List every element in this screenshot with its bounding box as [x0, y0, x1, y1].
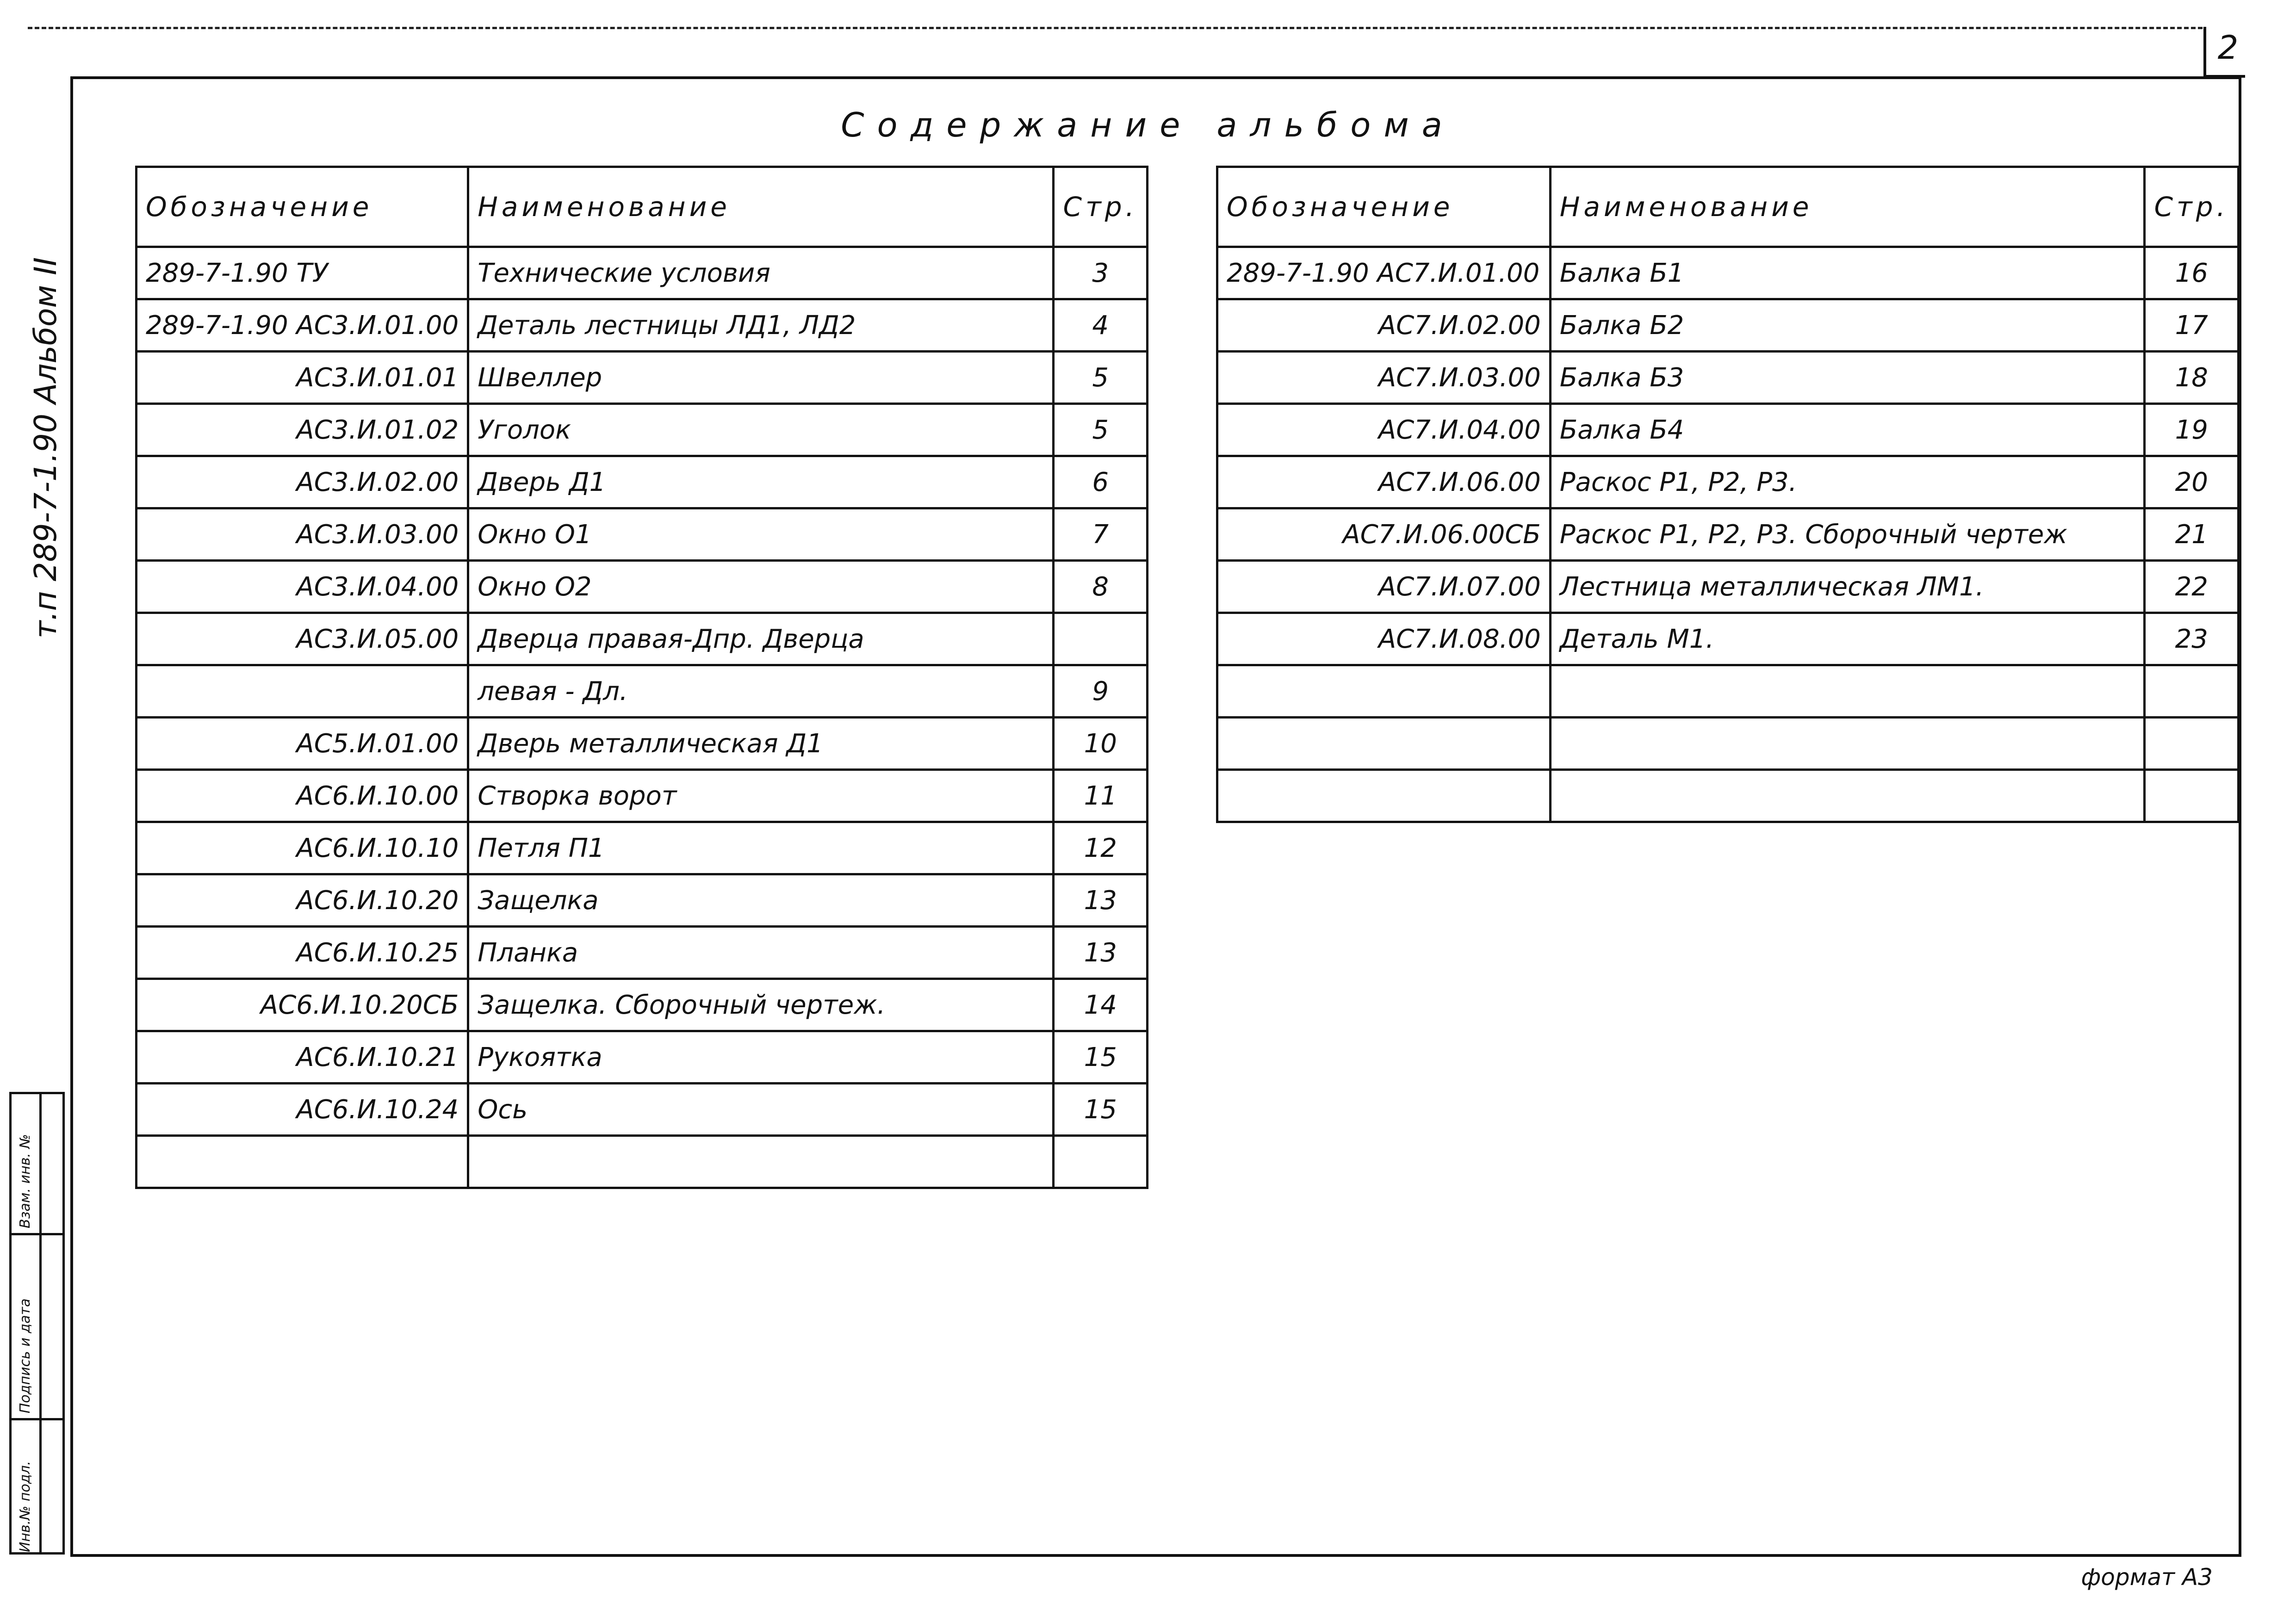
row-page: 19: [2145, 404, 2239, 456]
row-page: 15: [1054, 1031, 1148, 1084]
row-page: 18: [2145, 352, 2239, 404]
row-page: [2145, 718, 2239, 770]
format-label: формат А3: [2081, 1564, 2213, 1591]
row-code: АС3.И.01.01: [137, 352, 468, 404]
row-name: Дверца правая-Дпр. Дверца: [468, 613, 1054, 665]
row-page: [1054, 1136, 1148, 1188]
vertical-document-code: т.п 289-7-1.90 Альбом II: [28, 257, 63, 638]
table-row: [137, 613, 1148, 665]
table-row: [137, 1084, 1148, 1136]
row-code: АС3.И.03.00: [137, 508, 468, 561]
header-page: Стр.: [2145, 167, 2239, 247]
row-page: 6: [1054, 456, 1148, 508]
contents-table-left: [135, 166, 1148, 1189]
table-row: [137, 665, 1148, 718]
row-name: [468, 1136, 1054, 1188]
row-name: Балка Б3: [1550, 352, 2145, 404]
row-code: АС3.И.01.02: [137, 404, 468, 456]
row-page: [2145, 665, 2239, 718]
table-row: [1217, 247, 2239, 299]
table-row: [1217, 352, 2239, 404]
header-code: Обозначение: [1217, 167, 1551, 247]
table-row: [137, 1031, 1148, 1084]
table-row: [137, 352, 1148, 404]
row-page: 11: [1054, 770, 1148, 822]
row-page: 7: [1054, 508, 1148, 561]
row-code: АС6.И.10.25: [137, 927, 468, 979]
row-page: 5: [1054, 352, 1148, 404]
row-code: [1217, 665, 1551, 718]
row-name: Лестница металлическая ЛМ1.: [1550, 561, 2145, 613]
row-name: Деталь М1.: [1550, 613, 2145, 665]
table-row: [1217, 299, 2239, 352]
table-row: [137, 874, 1148, 927]
table-row: [137, 979, 1148, 1031]
row-code: АС7.И.06.00СБ: [1217, 508, 1551, 561]
row-name: [1550, 770, 2145, 822]
table-row: [137, 822, 1148, 874]
row-page: 5: [1054, 404, 1148, 456]
row-name: Окно О1: [468, 508, 1054, 561]
row-page: 8: [1054, 561, 1148, 613]
table-header-row: [137, 167, 1148, 247]
row-code: АС7.И.03.00: [1217, 352, 1551, 404]
row-page: [1054, 613, 1148, 665]
row-name: Защелка: [468, 874, 1054, 927]
table-row: [137, 247, 1148, 299]
row-name: Уголок: [468, 404, 1054, 456]
stamp-vertical-divider: [39, 1094, 42, 1552]
header-code: Обозначение: [137, 167, 468, 247]
table-row: [137, 299, 1148, 352]
table-row: [1217, 508, 2239, 561]
top-dashed-line: [28, 27, 2203, 29]
table-row: [1217, 456, 2239, 508]
row-name: левая - Дл.: [468, 665, 1054, 718]
row-page: 12: [1054, 822, 1148, 874]
row-code: АС6.И.10.00: [137, 770, 468, 822]
stamp-inv-label: Инв.№ подл.: [17, 1461, 33, 1552]
table-row: [1217, 665, 2239, 718]
row-code: АС7.И.06.00: [1217, 456, 1551, 508]
stamp-sign-label: Подпись и дата: [17, 1298, 33, 1413]
page-number: 2: [2217, 29, 2239, 67]
row-name: Окно О2: [468, 561, 1054, 613]
row-name: Планка: [468, 927, 1054, 979]
row-name: Технические условия: [468, 247, 1054, 299]
row-name: Рукоятка: [468, 1031, 1054, 1084]
row-code: АС3.И.02.00: [137, 456, 468, 508]
stamp-replace-label: Взам. инв. №: [17, 1134, 33, 1228]
row-code: АС7.И.04.00: [1217, 404, 1551, 456]
row-page: [2145, 770, 2239, 822]
table-row: [1217, 404, 2239, 456]
row-code: 289-7-1.90 АС3.И.01.00: [137, 299, 468, 352]
row-page: 9: [1054, 665, 1148, 718]
row-name: Балка Б1: [1550, 247, 2145, 299]
row-code: АС6.И.10.10: [137, 822, 468, 874]
stamp-divider: [12, 1233, 62, 1235]
row-code: АС6.И.10.20СБ: [137, 979, 468, 1031]
row-page: 20: [2145, 456, 2239, 508]
row-name: Раскос Р1, Р2, Р3.: [1550, 456, 2145, 508]
table-row: [1217, 561, 2239, 613]
table-row: [1217, 718, 2239, 770]
row-code: АС3.И.04.00: [137, 561, 468, 613]
row-name: Петля П1: [468, 822, 1054, 874]
table-row: [137, 770, 1148, 822]
table-header-row: [1217, 167, 2239, 247]
header-page: Стр.: [1054, 167, 1148, 247]
row-page: 14: [1054, 979, 1148, 1031]
row-name: [1550, 665, 2145, 718]
row-code: АС3.И.05.00: [137, 613, 468, 665]
album-title: Содержание альбома: [841, 105, 1455, 144]
row-name: Раскос Р1, Р2, Р3. Сборочный чертеж: [1550, 508, 2145, 561]
row-name: Деталь лестницы ЛД1, ЛД2: [468, 299, 1054, 352]
row-code: [137, 665, 468, 718]
stamp-divider: [12, 1418, 62, 1420]
row-page: 23: [2145, 613, 2239, 665]
row-code: АС7.И.08.00: [1217, 613, 1551, 665]
row-code: АС6.И.10.24: [137, 1084, 468, 1136]
row-name: Створка ворот: [468, 770, 1054, 822]
row-name: [1550, 718, 2145, 770]
row-name: Дверь металлическая Д1: [468, 718, 1054, 770]
row-page: 13: [1054, 927, 1148, 979]
row-page: 17: [2145, 299, 2239, 352]
row-code: 289-7-1.90 ТУ: [137, 247, 468, 299]
row-page: 15: [1054, 1084, 1148, 1136]
row-page: 16: [2145, 247, 2239, 299]
table-row: [137, 404, 1148, 456]
row-page: 4: [1054, 299, 1148, 352]
row-page: 22: [2145, 561, 2239, 613]
header-name: Наименование: [468, 167, 1054, 247]
row-code: АС6.И.10.21: [137, 1031, 468, 1084]
table-row: [137, 927, 1148, 979]
table-row: [137, 718, 1148, 770]
contents-table-right: [1216, 166, 2240, 823]
table-row: [137, 456, 1148, 508]
table-row: [137, 508, 1148, 561]
row-code: 289-7-1.90 АС7.И.01.00: [1217, 247, 1551, 299]
row-name: Балка Б4: [1550, 404, 2145, 456]
row-code: [137, 1136, 468, 1188]
row-name: Балка Б2: [1550, 299, 2145, 352]
row-code: [1217, 718, 1551, 770]
row-name: Дверь Д1: [468, 456, 1054, 508]
table-row: [137, 1136, 1148, 1188]
table-row: [1217, 613, 2239, 665]
row-name: Ось: [468, 1084, 1054, 1136]
header-name: Наименование: [1550, 167, 2145, 247]
row-code: АС7.И.07.00: [1217, 561, 1551, 613]
row-code: АС5.И.01.00: [137, 718, 468, 770]
row-code: АС6.И.10.20: [137, 874, 468, 927]
row-page: 21: [2145, 508, 2239, 561]
row-name: Защелка. Сборочный чертеж.: [468, 979, 1054, 1031]
table-row: [1217, 770, 2239, 822]
side-stamp: [9, 1092, 65, 1555]
table-row: [137, 561, 1148, 613]
row-code: АС7.И.02.00: [1217, 299, 1551, 352]
row-page: 3: [1054, 247, 1148, 299]
row-name: Швеллер: [468, 352, 1054, 404]
row-code: [1217, 770, 1551, 822]
row-page: 10: [1054, 718, 1148, 770]
row-page: 13: [1054, 874, 1148, 927]
